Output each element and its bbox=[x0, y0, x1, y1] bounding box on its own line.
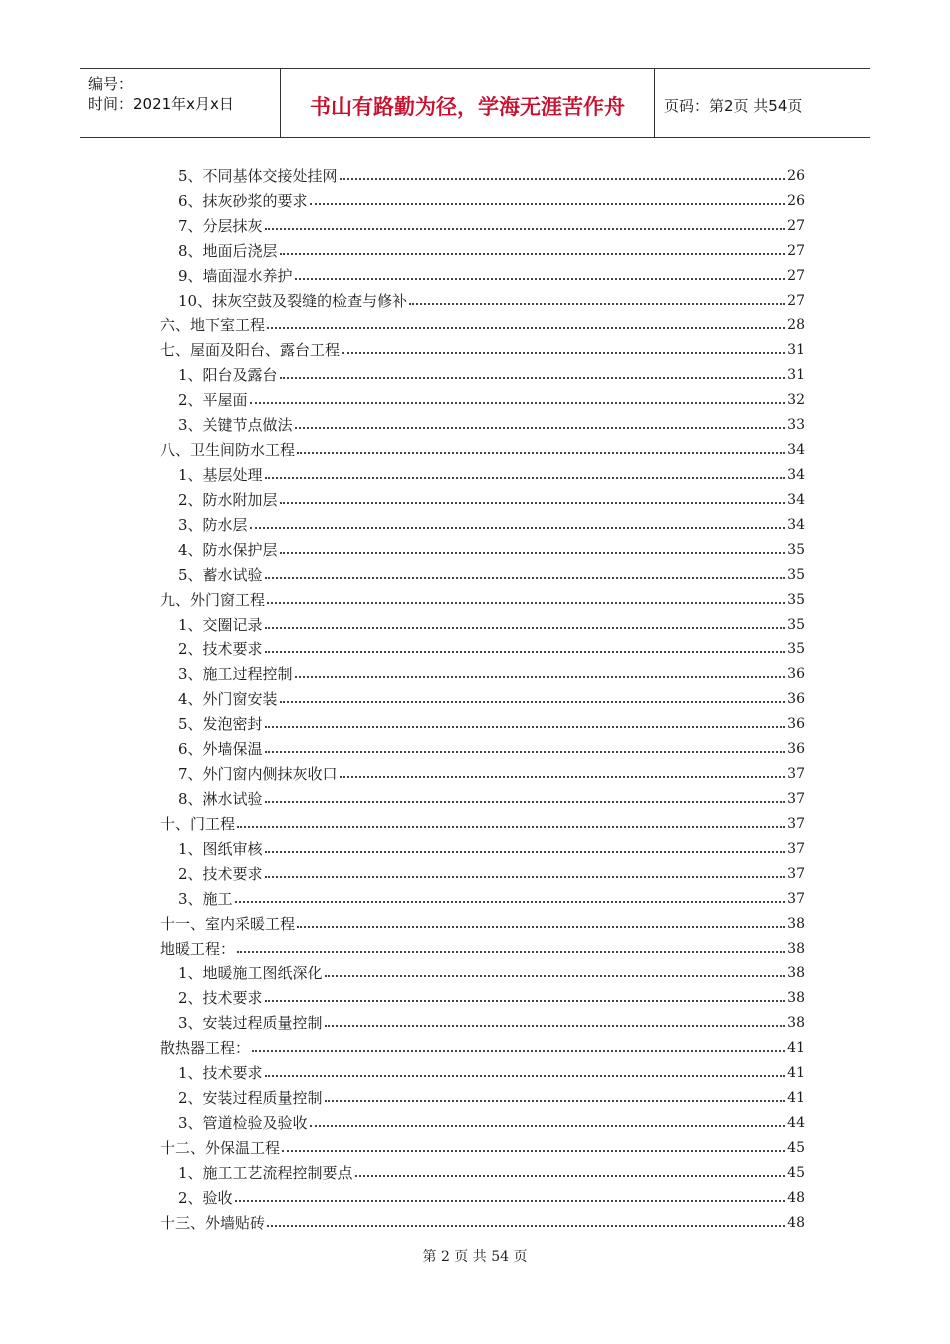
toc-dot-leader bbox=[265, 626, 785, 629]
toc-entry[interactable] bbox=[160, 1107, 805, 1132]
toc-entry-page: 32 bbox=[787, 392, 805, 409]
toc-entry-label: 8、地面后浇层 bbox=[178, 241, 278, 260]
toc-dot-leader bbox=[355, 1174, 785, 1177]
toc-entry[interactable] bbox=[160, 434, 805, 459]
toc-entry-page: 36 bbox=[787, 666, 805, 683]
toc-entry-page: 36 bbox=[787, 716, 805, 733]
toc-entry-label: 8、淋水试验 bbox=[178, 789, 263, 808]
toc-dot-leader bbox=[265, 725, 785, 728]
toc-dot-leader bbox=[325, 974, 785, 977]
toc-entry[interactable] bbox=[160, 1132, 805, 1157]
toc-dot-leader bbox=[295, 675, 785, 678]
toc-entry-label: 2、防水附加层 bbox=[178, 490, 278, 509]
toc-entry-label: 3、管道检验及验收 bbox=[178, 1113, 308, 1132]
toc-dot-leader bbox=[235, 1199, 785, 1202]
toc-entry-label: 十三、外墙贴砖 bbox=[160, 1213, 266, 1232]
toc-entry[interactable] bbox=[160, 509, 805, 534]
toc-entry[interactable] bbox=[160, 260, 805, 285]
toc-dot-leader bbox=[235, 900, 785, 903]
toc-entry[interactable] bbox=[160, 609, 805, 634]
toc-entry[interactable] bbox=[160, 634, 805, 659]
toc-entry-label: 6、外墙保温 bbox=[178, 740, 263, 759]
toc-entry[interactable] bbox=[160, 1032, 805, 1057]
toc-dot-leader bbox=[267, 326, 785, 329]
toc-entry[interactable] bbox=[160, 584, 805, 609]
toc-dot-leader bbox=[265, 800, 785, 803]
toc-entry-label: 6、抹灰砂浆的要求 bbox=[178, 191, 308, 210]
toc-entry-page: 38 bbox=[787, 915, 805, 932]
table-of-contents bbox=[160, 160, 805, 1232]
toc-dot-leader bbox=[295, 426, 785, 429]
toc-entry-label: 散热器工程： bbox=[160, 1039, 251, 1058]
toc-entry[interactable] bbox=[160, 160, 805, 185]
toc-entry[interactable] bbox=[160, 359, 805, 384]
toc-entry-label: 3、防水层 bbox=[178, 515, 248, 534]
toc-entry-page: 36 bbox=[787, 691, 805, 708]
toc-entry-label: 2、验收 bbox=[178, 1188, 233, 1207]
toc-entry-page: 35 bbox=[787, 591, 805, 608]
toc-entry-page: 31 bbox=[787, 367, 805, 384]
toc-entry-label: 7、外门窗内侧抹灰收口 bbox=[178, 765, 338, 784]
toc-entry-page: 36 bbox=[787, 741, 805, 758]
toc-entry-label: 十、门工程 bbox=[160, 814, 236, 833]
toc-entry-page: 38 bbox=[787, 940, 805, 957]
toc-entry[interactable] bbox=[160, 185, 805, 210]
toc-entry-label: 5、不同基体交接处挂网 bbox=[178, 166, 338, 185]
toc-entry-page: 31 bbox=[787, 342, 805, 359]
toc-entry-label: 1、地暖施工图纸深化 bbox=[178, 964, 323, 983]
toc-entry[interactable] bbox=[160, 1082, 805, 1107]
toc-dot-leader bbox=[265, 227, 785, 230]
header-left-cell bbox=[80, 69, 280, 137]
toc-entry[interactable] bbox=[160, 285, 805, 310]
toc-entry-label: 七、屋面及阳台、露台工程 bbox=[160, 341, 341, 360]
toc-entry[interactable] bbox=[160, 409, 805, 434]
toc-dot-leader bbox=[409, 302, 785, 305]
toc-entry[interactable] bbox=[160, 758, 805, 783]
toc-entry-page: 48 bbox=[787, 1189, 805, 1206]
toc-entry-page: 45 bbox=[787, 1164, 805, 1181]
toc-entry-label: 5、蓄水试验 bbox=[178, 565, 263, 584]
toc-dot-leader bbox=[280, 252, 785, 255]
toc-entry-label: 九、外门窗工程 bbox=[160, 590, 266, 609]
toc-dot-leader bbox=[310, 1124, 785, 1127]
toc-entry[interactable] bbox=[160, 484, 805, 509]
toc-entry-label: 八、卫生间防水工程 bbox=[160, 441, 296, 460]
toc-dot-leader bbox=[265, 576, 785, 579]
toc-dot-leader bbox=[265, 1074, 785, 1077]
toc-entry-label: 1、交圈记录 bbox=[178, 615, 263, 634]
toc-dot-leader bbox=[280, 700, 785, 703]
toc-entry-label: 2、技术要求 bbox=[178, 864, 263, 883]
toc-entry-page: 27 bbox=[787, 267, 805, 284]
toc-dot-leader bbox=[297, 451, 785, 454]
toc-entry-page: 27 bbox=[787, 217, 805, 234]
toc-entry-label: 3、安装过程质量控制 bbox=[178, 1014, 323, 1033]
toc-entry[interactable] bbox=[160, 883, 805, 908]
toc-entry-label: 10、抹灰空鼓及裂缝的检查与修补 bbox=[178, 291, 408, 310]
page-header bbox=[80, 68, 870, 138]
toc-entry-page: 35 bbox=[787, 566, 805, 583]
toc-entry-page: 34 bbox=[787, 491, 805, 508]
toc-entry-label: 2、安装过程质量控制 bbox=[178, 1089, 323, 1108]
toc-entry-label: 2、技术要求 bbox=[178, 640, 263, 659]
toc-dot-leader bbox=[280, 376, 785, 379]
toc-entry-label: 4、外门窗安装 bbox=[178, 690, 278, 709]
toc-entry-label: 1、施工工艺流程控制要点 bbox=[178, 1163, 353, 1182]
toc-entry[interactable] bbox=[160, 658, 805, 683]
toc-dot-leader bbox=[267, 601, 785, 604]
toc-entry[interactable] bbox=[160, 933, 805, 958]
toc-entry-page: 28 bbox=[787, 317, 805, 334]
toc-dot-leader bbox=[325, 1024, 785, 1027]
toc-entry-label: 4、防水保护层 bbox=[178, 540, 278, 559]
toc-dot-leader bbox=[295, 277, 785, 280]
toc-entry[interactable] bbox=[160, 235, 805, 260]
toc-entry-label: 地暖工程： bbox=[160, 939, 236, 958]
toc-entry-label: 十一、室内采暖工程 bbox=[160, 914, 296, 933]
toc-entry-page: 27 bbox=[787, 292, 805, 309]
time-label: 时间：2021年x月x日 bbox=[88, 95, 234, 113]
toc-dot-leader bbox=[265, 476, 785, 479]
toc-entry-page: 33 bbox=[787, 417, 805, 434]
toc-entry-page: 38 bbox=[787, 1015, 805, 1032]
toc-entry-page: 38 bbox=[787, 965, 805, 982]
toc-entry[interactable] bbox=[160, 1057, 805, 1082]
toc-entry[interactable] bbox=[160, 210, 805, 235]
toc-entry-page: 38 bbox=[787, 990, 805, 1007]
toc-dot-leader bbox=[265, 850, 785, 853]
toc-entry-page: 37 bbox=[787, 815, 805, 832]
header-motto-cell bbox=[280, 69, 655, 137]
toc-entry[interactable] bbox=[160, 683, 805, 708]
header-page-cell bbox=[654, 69, 870, 137]
toc-entry[interactable] bbox=[160, 534, 805, 559]
toc-entry[interactable] bbox=[160, 808, 805, 833]
toc-dot-leader bbox=[265, 875, 785, 878]
toc-entry-label: 3、关键节点做法 bbox=[178, 416, 293, 435]
toc-entry-label: 1、基层处理 bbox=[178, 465, 263, 484]
toc-entry[interactable] bbox=[160, 1007, 805, 1032]
toc-dot-leader bbox=[310, 202, 785, 205]
toc-dot-leader bbox=[280, 551, 785, 554]
page-footer: 第 2 页 共 54 页 bbox=[422, 1249, 528, 1265]
toc-entry[interactable] bbox=[160, 459, 805, 484]
toc-entry-label: 3、施工 bbox=[178, 889, 233, 908]
toc-entry[interactable] bbox=[160, 310, 805, 335]
toc-entry-page: 34 bbox=[787, 442, 805, 459]
toc-entry-page: 41 bbox=[787, 1065, 805, 1082]
toc-dot-leader bbox=[340, 775, 785, 778]
toc-entry[interactable] bbox=[160, 559, 805, 584]
toc-entry-label: 3、施工过程控制 bbox=[178, 665, 293, 684]
toc-entry[interactable] bbox=[160, 1207, 805, 1232]
toc-entry-page: 41 bbox=[787, 1040, 805, 1057]
toc-entry[interactable] bbox=[160, 384, 805, 409]
toc-entry[interactable] bbox=[160, 1157, 805, 1182]
toc-entry-page: 26 bbox=[787, 167, 805, 184]
toc-entry-page: 35 bbox=[787, 641, 805, 658]
toc-entry-label: 2、平屋面 bbox=[178, 391, 248, 410]
toc-dot-leader bbox=[250, 401, 785, 404]
toc-entry-label: 1、技术要求 bbox=[178, 1064, 263, 1083]
toc-dot-leader bbox=[340, 177, 785, 180]
toc-entry-page: 37 bbox=[787, 890, 805, 907]
code-label: 编号： bbox=[88, 75, 134, 93]
toc-dot-leader bbox=[265, 750, 785, 753]
toc-dot-leader bbox=[297, 925, 785, 928]
toc-dot-leader bbox=[342, 351, 785, 354]
toc-entry-page: 35 bbox=[787, 616, 805, 633]
toc-dot-leader bbox=[265, 999, 785, 1002]
toc-dot-leader bbox=[250, 526, 785, 529]
toc-entry-page: 37 bbox=[787, 840, 805, 857]
toc-entry[interactable] bbox=[160, 334, 805, 359]
toc-entry[interactable] bbox=[160, 833, 805, 858]
toc-entry-page: 37 bbox=[787, 865, 805, 882]
toc-entry-page: 45 bbox=[787, 1139, 805, 1156]
toc-entry-label: 六、地下室工程 bbox=[160, 316, 266, 335]
toc-entry-page: 34 bbox=[787, 466, 805, 483]
header-motto: 书山有路勤为径，学海无涯苦作舟 bbox=[310, 95, 625, 119]
toc-entry[interactable] bbox=[160, 982, 805, 1007]
toc-entry-page: 48 bbox=[787, 1214, 805, 1231]
toc-dot-leader bbox=[237, 825, 785, 828]
toc-entry-page: 41 bbox=[787, 1090, 805, 1107]
toc-dot-leader bbox=[252, 1049, 785, 1052]
toc-entry-page: 34 bbox=[787, 516, 805, 533]
toc-entry[interactable] bbox=[160, 908, 805, 933]
toc-entry-page: 37 bbox=[787, 790, 805, 807]
toc-entry[interactable] bbox=[160, 958, 805, 983]
toc-entry-label: 1、阳台及露台 bbox=[178, 366, 278, 385]
toc-entry[interactable] bbox=[160, 783, 805, 808]
toc-dot-leader bbox=[237, 950, 785, 953]
toc-dot-leader bbox=[280, 501, 785, 504]
toc-entry-label: 9、墙面湿水养护 bbox=[178, 266, 293, 285]
toc-entry-label: 十二、外保温工程 bbox=[160, 1138, 281, 1157]
toc-entry[interactable] bbox=[160, 733, 805, 758]
toc-dot-leader bbox=[325, 1099, 785, 1102]
toc-entry-label: 1、图纸审核 bbox=[178, 839, 263, 858]
toc-entry-page: 37 bbox=[787, 766, 805, 783]
toc-entry-label: 2、技术要求 bbox=[178, 989, 263, 1008]
toc-entry-page: 44 bbox=[787, 1114, 805, 1131]
header-page-info: 页码：第2页 共54页 bbox=[664, 97, 803, 115]
toc-entry[interactable] bbox=[160, 858, 805, 883]
toc-entry[interactable] bbox=[160, 1182, 805, 1207]
toc-entry-label: 7、分层抹灰 bbox=[178, 216, 263, 235]
toc-entry-page: 27 bbox=[787, 242, 805, 259]
toc-dot-leader bbox=[267, 1224, 785, 1227]
toc-entry-page: 26 bbox=[787, 192, 805, 209]
toc-dot-leader bbox=[265, 650, 785, 653]
toc-entry[interactable] bbox=[160, 708, 805, 733]
toc-entry-page: 35 bbox=[787, 541, 805, 558]
toc-dot-leader bbox=[282, 1149, 785, 1152]
toc-entry-label: 5、发泡密封 bbox=[178, 715, 263, 734]
